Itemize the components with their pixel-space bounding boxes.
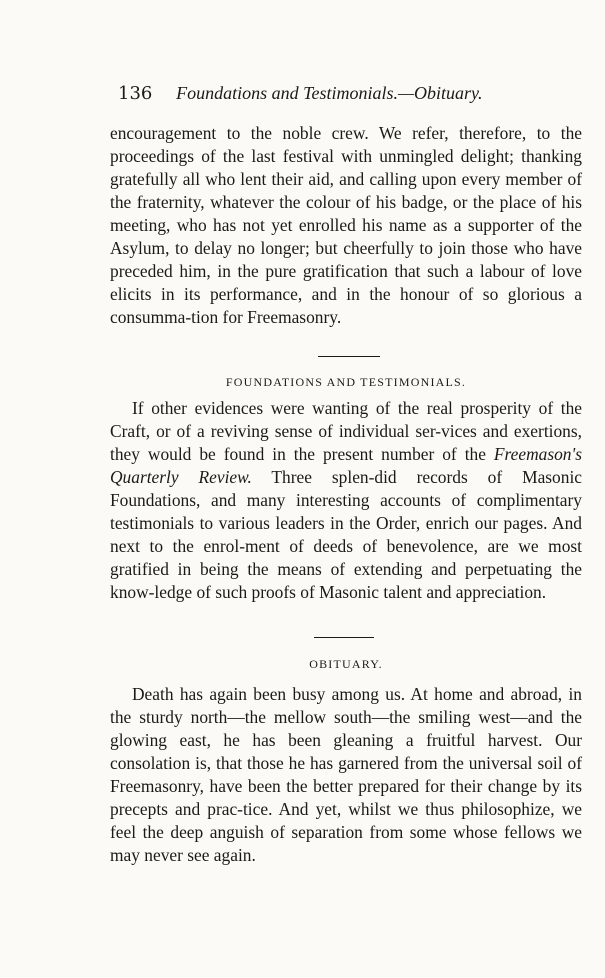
section-divider bbox=[314, 637, 374, 638]
paragraph-text: Death has again been busy among us. At home and abroad, in the sturdy north—the mellow south—the smiling west—and the glowing east, he has been gleaning a fruitful harvest. Our consolation is, that those he has garnered from the universal soil of Freemasonry, have been the better prepared for their change by its precepts and prac-tice. And yet, whilst we thus philosophize, we feel the deep anguish of separation from some whose fellows we may never see again. bbox=[110, 684, 582, 865]
paragraph-text-end: Three splen-did records of Masonic Foundations, and many interesting accounts of complimentary testimonials to various leaders in the Order, enrich our pages. And next to the enrol-ment of deeds of benevolence, are we most gratified in being the means of extending and perpetuating the know-ledge of such proofs of Masonic talent and appreciation. bbox=[110, 467, 583, 602]
paragraph-text-start: If other evidences were wanting of the real prosperity of the Craft, or of a reviving sense of individual ser-vices and exertions, they would be found in the present number of the bbox=[110, 398, 582, 464]
paragraph-text bbox=[110, 397, 582, 604]
page-number: 136 bbox=[118, 83, 153, 104]
review-title: Freemason's Quarterly Review. bbox=[110, 444, 582, 487]
running-title: Foundations and Testimonials.—Obituary. bbox=[176, 83, 483, 103]
paragraph-text: encouragement to the noble crew. We refer, therefore, to the proceedings of the last festival with unmingled delight; thanking gratefully all who lent their aid, and calling upon every member of the fraternity, whatever the colour of his badge, or the place of his meeting, who has not yet enrolled his name as a supporter of the Asylum, to delay no longer; but cheerfully to join those who have preceded him, in the pure gratification that such a labour of love elicits in its performance, and in the honour of so glorious a consumma-tion for Freemasonry. bbox=[110, 123, 582, 327]
paragraph-obituary bbox=[110, 683, 582, 867]
section-heading-obituary: OBITUARY. bbox=[309, 657, 383, 671]
paragraph-foundations bbox=[110, 397, 582, 604]
paragraph-encouragement bbox=[110, 122, 582, 329]
section-divider bbox=[318, 356, 380, 357]
running-head bbox=[118, 82, 588, 105]
section-heading-foundations: FOUNDATIONS AND TESTIMONIALS. bbox=[225, 375, 467, 389]
